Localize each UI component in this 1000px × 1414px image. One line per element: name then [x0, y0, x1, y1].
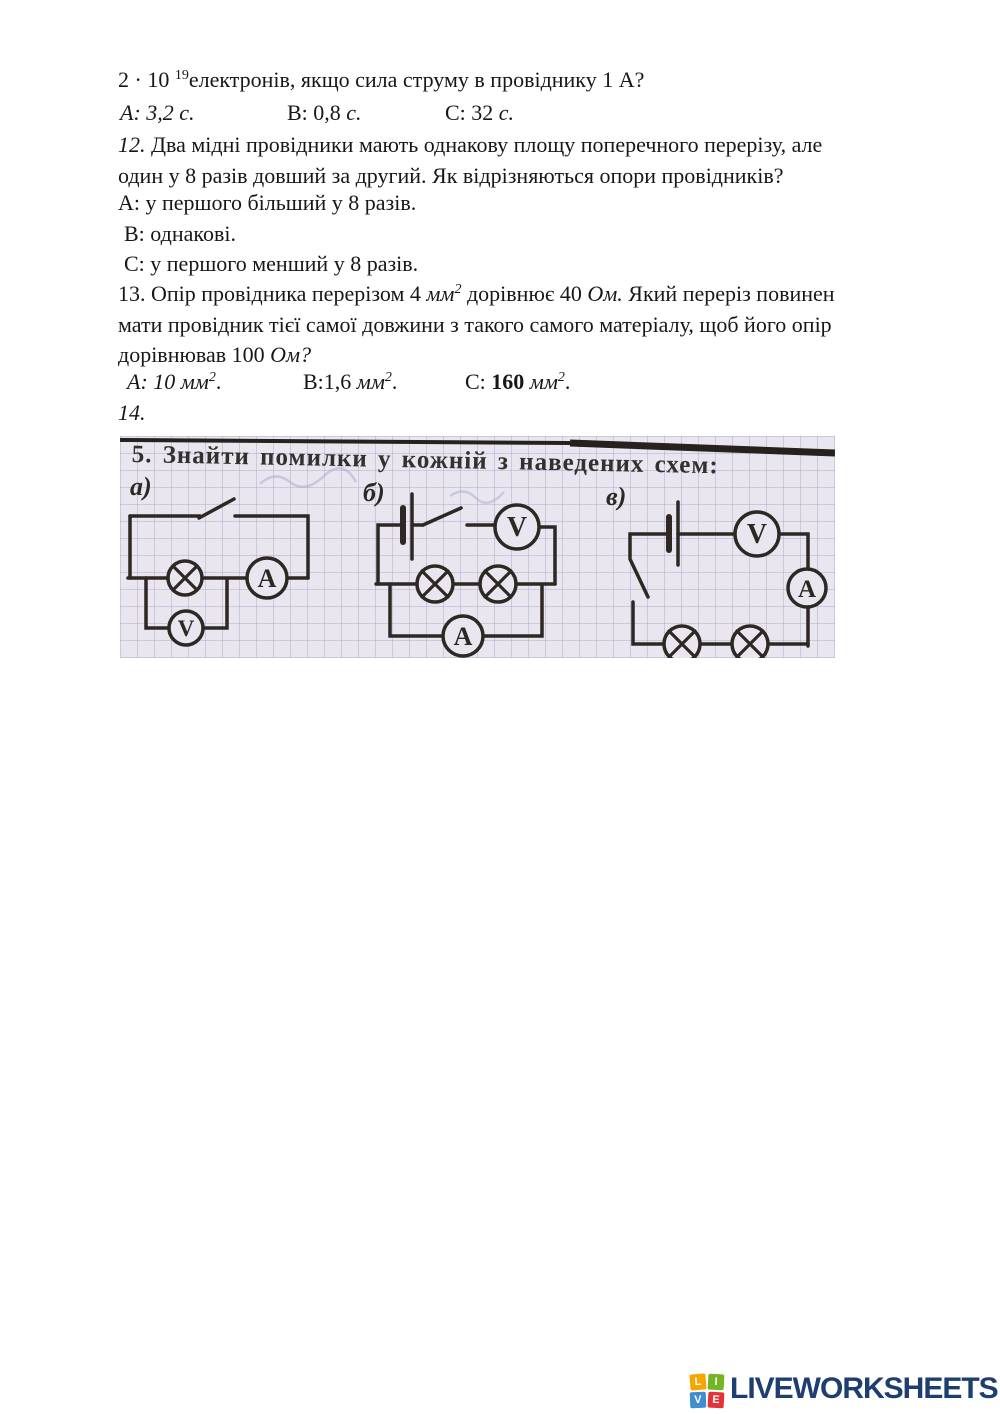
- question-13-line3: дорівнював 100 Ом?: [118, 342, 312, 367]
- question-13-line2: мати провідник тієї самої довжини з такого самого матеріалу, щоб його опір: [118, 312, 832, 337]
- liveworksheets-wordmark: LIVEWORKSHEETS: [730, 1372, 998, 1405]
- question-14-number: 14.: [118, 400, 146, 425]
- question-11-options: [118, 99, 898, 129]
- circuit-label-b: б): [363, 478, 385, 507]
- circuit-worksheet-image: [120, 436, 835, 658]
- question-12-line2: один у 8 разів довший за другий. Як відрізняються опори провідників?: [118, 163, 784, 188]
- voltmeter-letter: V: [177, 616, 195, 641]
- wire: [630, 534, 669, 557]
- option-b: В:1,6 $мм^2$.: [303, 369, 398, 394]
- wire: [378, 525, 403, 584]
- option-a: А: 3,2 с.: [120, 100, 195, 125]
- ammeter-letter: A: [797, 576, 817, 603]
- liveworksheets-logo-icon: [690, 1374, 726, 1410]
- question-11-tail: [118, 66, 898, 96]
- exponent: 19: [174, 68, 189, 83]
- logo-tile-l: L: [689, 1373, 706, 1390]
- option-b: В: 0,8 с.: [287, 100, 362, 125]
- image-heading: 5. Знайти помилки у кожній з наведених схем:: [131, 441, 719, 480]
- question-number: 12.: [118, 132, 146, 157]
- pencil-squiggle: [450, 491, 504, 502]
- logo-tile-v: V: [690, 1392, 707, 1409]
- question-13-options: [118, 368, 898, 398]
- question-12-option-a: А: у першого більший у 8 разів.: [118, 190, 417, 215]
- switch-symbol: [630, 559, 648, 597]
- question-12-line1: 12. Два мідні провідники мають однакову площу поперечного перерізу, але: [118, 132, 823, 157]
- ammeter-letter: A: [453, 622, 473, 651]
- logo-tile-i: I: [708, 1374, 725, 1391]
- ammeter-letter: A: [257, 564, 277, 593]
- option-c: С: 32 с.: [445, 100, 515, 125]
- option-a: А: 10 $мм^2$.: [127, 369, 222, 394]
- option-c: С: 160 $мм^2$.: [465, 369, 571, 394]
- circuit-label-a: а): [130, 472, 152, 501]
- wire: [633, 602, 808, 644]
- wire: [539, 527, 555, 584]
- switch-symbol: [423, 508, 461, 525]
- intro-post: електронів, якщо сила струму в провіднику 1 А?: [188, 67, 645, 92]
- logo-tile-e: E: [708, 1392, 725, 1409]
- circuit-label-c: в): [606, 482, 627, 511]
- switch-symbol: [199, 499, 234, 518]
- question-13-line1: 13. Опір провідника перерізом 4 $мм^2$ дорівнює 40 Ом. Який переріз повинен: [118, 281, 835, 306]
- voltmeter-letter: V: [746, 519, 768, 550]
- intro-pre: 2 · 10: [118, 67, 175, 92]
- document-text: [118, 0, 898, 1414]
- question-12-option-b: В: однакові.: [124, 221, 236, 246]
- voltmeter-letter: V: [506, 512, 528, 543]
- question-12-option-c: С: у першого менший у 8 разів.: [124, 251, 419, 276]
